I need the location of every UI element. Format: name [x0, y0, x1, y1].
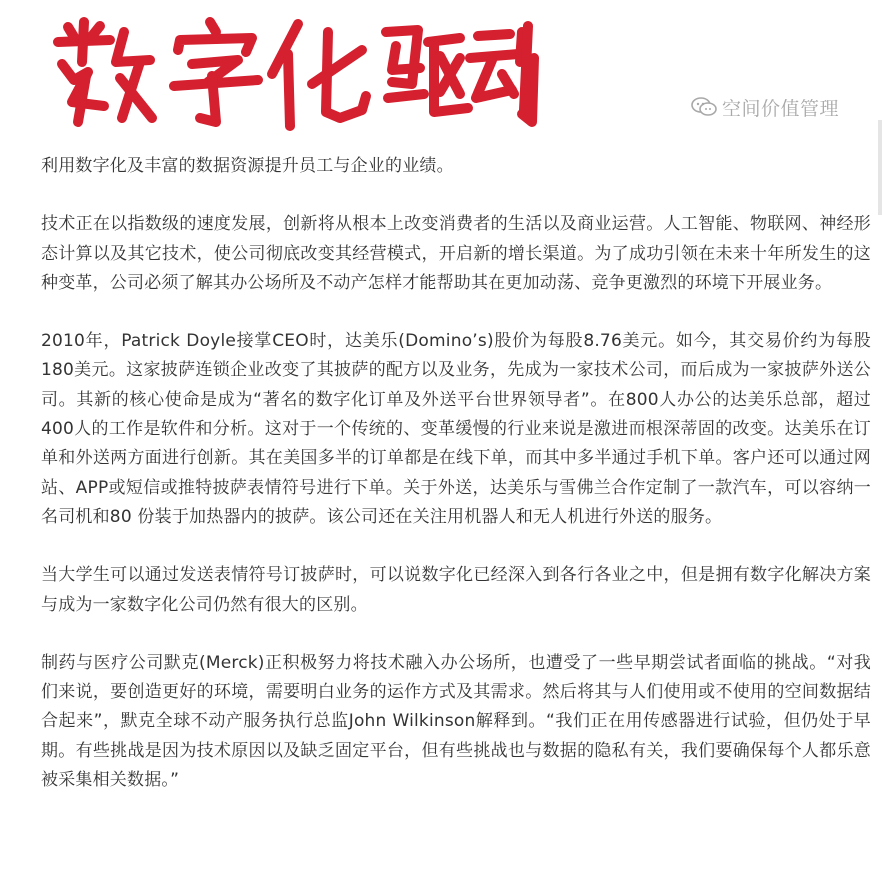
paragraph-digitalization: 当大学生可以通过发送表情符号订披萨时，可以说数字化已经深入到各行各业之中，但是拥有数字化解决方案与成为一家数字化公司仍然有很大的区别。 — [41, 565, 871, 615]
calligraphy-title — [40, 2, 540, 137]
scroll-edge — [878, 120, 882, 215]
watermark-text: 空间价值管理 — [722, 97, 840, 120]
paragraph-intro: 利用数字化及丰富的数据资源提升员工与企业的业绩。 — [41, 156, 454, 176]
wechat-icon — [690, 96, 718, 118]
watermark — [690, 94, 839, 120]
article-body — [41, 152, 871, 824]
paragraph-technology: 技术正在以指数级的速度发展，创新将从根本上改变消费者的生活以及商业运营。人工智能、物联网、神经形态计算以及其它技术，使公司彻底改变其经营模式，开启新的增长渠道。为了成功引领在未来十年所发生的这种变革，公司必须了解其办公场所及不动产怎样才能帮助其在更加动荡、竞争更激烈的环境下开展业务。 — [41, 214, 871, 293]
paragraph-merck: 制药与医疗公司默克(Merck)正积极努力将技术融入办公场所，也遭受了一些早期尝试者面临的挑战。“对我们来说，要创造更好的环境，需要明白业务的运作方式及其需求。然后将其与人们使用或不使用的空间数据结合起来”，默克全球不动产服务执行总监John Wilkinson解释到。“我们正在用传感器进行试验，但仍处于早期。有些挑战是因为技术原因以及缺乏固定平台，但有些挑战也与数据的隐私有关，我们要确保每个人都乐意被采集相关数据。” — [41, 652, 871, 791]
header-banner — [0, 0, 882, 145]
paragraph-dominos: 2010年，Patrick Doyle接掌CEO时，达美乐(Domino’s)股价为每股8.76美元。如今，其交易价约为每股180美元。这家披萨连锁企业改变了其披萨的配方以及业务，先成为一家技术公司，而后成为一家披萨外送公司。其新的核心使命是成为“著名的数字化订单及外送平台世界领导者”。在800人办公的达美乐总部，超过400人的工作是软件和分析。这对于一个传统的、变革缓慢的行业来说是激进而根深蒂固的改变。达美乐在订单和外送两方面进行创新。其在美国多半的订单都是在线下单，而其中多半通过手机下单。客户还可以通过网站、APP或短信或推特披萨表情符号进行下单。关于外送，达美乐与雪佛兰合作定制了一款汽车，可以容纳一名司机和80 份装于加热器内的披萨。该公司还在关注用机器人和无人机进行外送的服务。 — [41, 331, 871, 527]
